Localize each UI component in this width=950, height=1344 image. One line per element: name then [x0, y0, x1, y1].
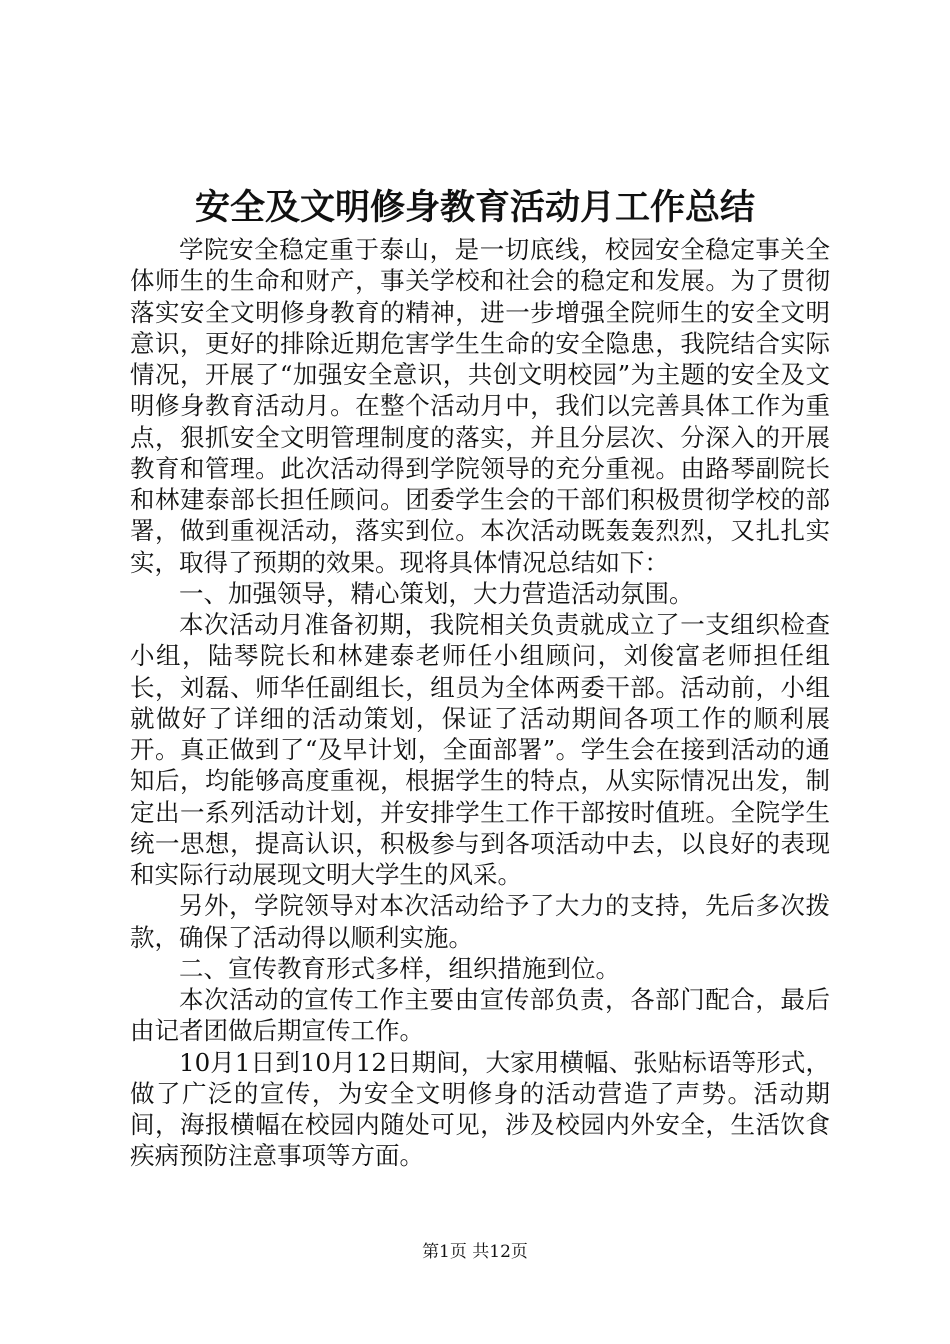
paragraph-organization: 本次活动月准备初期，我院相关负责就成立了一支组织检查小组，陆琴院长和林建泰老师任小组顾问，刘俊富老师担任组长，刘磊、师华任副组长，组员为全体两委干部。活动前，小组就做好了详细的活动策划，保证了活动期间各项工作的顺利展开。真正做到了“及早计划，全面部署”。学生会在接到活动的通知后，均能够高度重视，根据学生的特点，从实际情况出发，制定出一系列活动计划，并安排学生工作干部按时值班。全院学生统一思想，提高认识，积极参与到各项活动中去，以良好的表现和实际行动展现文明大学生的风采。: [130, 610, 830, 889]
section-heading-2: 二、宣传教育形式多样，组织措施到位。: [179, 953, 620, 983]
section-heading-1: 一、加强领导，精心策划，大力营造活动氛围。: [179, 578, 694, 608]
document-title: 安全及文明修身教育活动月工作总结: [194, 187, 755, 228]
paragraph-banners: 10月1日到10月12日期间，大家用横幅、张贴标语等形式，做了广泛的宣传，为安全文明修身的活动营造了声势。活动期间，海报横幅在校园内随处可见，涉及校园内外安全，生活饮食疾病预防注意事项等方面。: [130, 1047, 830, 1171]
paragraph-intro: 学院安全稳定重于泰山，是一切底线，校园安全稳定事关全体师生的生命和财产，事关学校和社会的稳定和发展。为了贯彻落实安全文明修身教育的精神，进一步增强全院师生的安全文明意识，更好的排除近期危害学生生命的安全隐患，我院结合实际情况，开展了“加强安全意识，共创文明校园”为主题的安全及文明修身教育活动月。在整个活动月中，我们以完善具体工作为重点，狠抓安全文明管理制度的落实，并且分层次、分深入的开展教育和管理。此次活动得到学院领导的充分重视。由路琴副院长和林建泰部长担任顾问。团委学生会的干部们积极贯彻学校的部署，做到重视活动，落实到位。本次活动既轰轰烈烈，又扎扎实实，取得了预期的效果。现将具体情况总结如下：: [130, 235, 830, 577]
paragraph-support: 另外，学院领导对本次活动给予了大力的支持，先后多次拨款，确保了活动得以顺利实施。: [130, 891, 830, 952]
page-number-footer: 第1页 共12页: [422, 1242, 528, 1262]
paragraph-publicity: 本次活动的宣传工作主要由宣传部负责，各部门配合，最后由记者团做后期宣传工作。: [130, 985, 830, 1046]
document-body: [130, 234, 830, 1172]
